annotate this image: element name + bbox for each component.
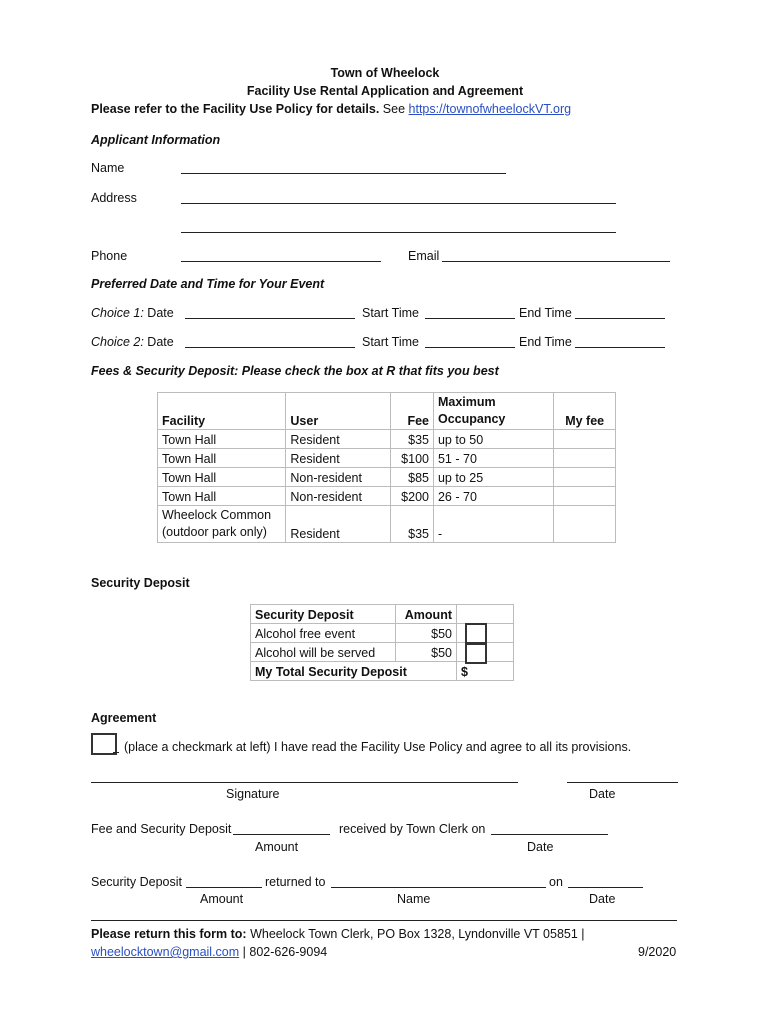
returned-date-field[interactable] [568, 887, 643, 888]
returned-date-label: Date [589, 892, 616, 906]
table-row [158, 430, 616, 449]
row-my-fee-cell[interactable] [554, 487, 616, 506]
table-row [158, 449, 616, 468]
row-occupancy: - [433, 506, 553, 543]
row-facility: Town Hall [158, 468, 286, 487]
fee-amount-field[interactable] [233, 834, 330, 835]
agreement-text: (place a checkmark at left) I have read the Facility Use Policy and agree to all its provisions. [124, 740, 632, 754]
fee-amount-label: Amount [255, 840, 299, 854]
choice1-label [91, 306, 174, 320]
name-label: Name [91, 161, 125, 175]
row-occupancy: up to 25 [433, 468, 553, 487]
row-my-fee-cell[interactable] [554, 430, 616, 449]
row-occupancy: 51 - 70 [433, 449, 553, 468]
fees-header-row [158, 393, 616, 430]
footer-divider [91, 920, 677, 921]
choice2-label [91, 335, 174, 349]
phone-field[interactable] [181, 261, 381, 262]
returned-to-name-field[interactable] [331, 887, 546, 888]
deposit-return-amount-field[interactable] [186, 887, 262, 888]
phone-label: Phone [91, 249, 128, 263]
row-my-fee-cell[interactable] [554, 449, 616, 468]
returned-to-label: returned to [265, 875, 326, 889]
signature-label: Signature [226, 787, 280, 801]
form-title: Facility Use Rental Application and Agreement [246, 84, 524, 98]
header-max-occupancy [433, 393, 553, 430]
return-address: Wheelock Town Clerk, PO Box 1328, Lyndonville VT 05851 | [250, 927, 585, 941]
event-section-title: Preferred Date and Time for Your Event [91, 277, 325, 291]
email-label: Email [408, 249, 440, 263]
deposit-total-row [251, 662, 514, 681]
choice1-date-field[interactable] [185, 318, 355, 319]
fees-section-title: Fees & Security Deposit: Please check the box at R that fits you best [91, 364, 499, 378]
table-row [158, 487, 616, 506]
returned-name-label: Name [397, 892, 431, 906]
row-fee: $200 [390, 487, 433, 506]
header-my-fee: My fee [554, 393, 616, 430]
town-heading: Town of Wheelock [330, 66, 440, 80]
row-facility-line2: (outdoor park only) [162, 525, 267, 539]
choice2-start-label: Start Time [362, 335, 419, 349]
header-max-2: Occupancy [437, 412, 506, 426]
deposit-section-title: Security Deposit [91, 576, 190, 590]
row-fee: $35 [390, 506, 433, 543]
alcohol-free-checkbox[interactable] [465, 623, 487, 644]
return-instructions [91, 927, 585, 941]
choice2-date-field[interactable] [185, 347, 355, 348]
alcohol-served-checkbox[interactable] [465, 643, 487, 664]
name-field[interactable] [181, 173, 506, 174]
row-my-fee-cell[interactable] [554, 506, 616, 543]
row-user: Non-resident [286, 468, 390, 487]
address-field-2[interactable] [181, 232, 616, 233]
deposit-row-label: Alcohol will be served [251, 643, 396, 662]
agreement-checkbox-underline [113, 752, 119, 753]
row-facility: Town Hall [158, 487, 286, 506]
signature-date-field[interactable] [567, 782, 678, 783]
choice2-start-field[interactable] [425, 347, 515, 348]
choice2-end-label: End Time [519, 335, 572, 349]
on-label: on [549, 875, 563, 889]
deposit-header-label: Security Deposit [251, 605, 396, 624]
row-user: Resident [286, 449, 390, 468]
phone-number: | 802-626-9094 [242, 945, 328, 959]
website-link[interactable]: https://townofwheelockVT.org [408, 102, 572, 116]
form-version: 9/2020 [638, 945, 677, 959]
received-date-label: Date [527, 840, 554, 854]
row-facility: Town Hall [158, 430, 286, 449]
email-link[interactable]: wheelocktown@gmail.com [91, 945, 240, 959]
row-fee: $85 [390, 468, 433, 487]
address-field-1[interactable] [181, 203, 616, 204]
received-label: received by Town Clerk on [339, 822, 486, 836]
see-text: See [382, 102, 406, 116]
policy-note-text: Please refer to the Facility Use Policy for details. [91, 102, 380, 116]
deposit-header-amount: Amount [396, 605, 457, 624]
choice1-end-label: End Time [519, 306, 572, 320]
row-facility-line1: Wheelock Common [162, 508, 272, 522]
header-fee: Fee [390, 393, 433, 430]
email-field[interactable] [442, 261, 670, 262]
fees-table [157, 392, 616, 543]
choice1-end-field[interactable] [575, 318, 665, 319]
row-fee: $35 [390, 430, 433, 449]
choice1-date-label: Date [147, 306, 174, 320]
deposit-amount-label: Amount [200, 892, 244, 906]
choice2-date-label: Date [147, 335, 174, 349]
applicant-section-title: Applicant Information [91, 133, 221, 147]
table-row [158, 468, 616, 487]
deposit-row-label: Alcohol free event [251, 624, 396, 643]
row-user: Resident [286, 430, 390, 449]
header-facility: Facility [158, 393, 286, 430]
row-occupancy: up to 50 [433, 430, 553, 449]
choice1-start-label: Start Time [362, 306, 419, 320]
deposit-row-amount: $50 [396, 643, 457, 662]
return-label: Please return this form to: [91, 927, 247, 941]
deposit-header-check [457, 605, 514, 624]
deposit-return-label: Security Deposit [91, 875, 183, 889]
deposit-total-label: My Total Security Deposit [251, 662, 457, 681]
received-date-field[interactable] [491, 834, 608, 835]
choice1-text: Choice 1: [91, 306, 144, 320]
address-label: Address [91, 191, 137, 205]
signature-field[interactable] [91, 782, 518, 783]
row-facility: Town Hall [158, 449, 286, 468]
row-my-fee-cell[interactable] [554, 468, 616, 487]
deposit-header-row [251, 605, 514, 624]
agreement-section-title: Agreement [91, 711, 157, 725]
row-user: Resident [286, 506, 390, 543]
contact-line [91, 945, 327, 959]
policy-note [91, 102, 571, 116]
header-user: User [286, 393, 390, 430]
row-fee: $100 [390, 449, 433, 468]
deposit-row-amount: $50 [396, 624, 457, 643]
row-occupancy: 26 - 70 [433, 487, 553, 506]
row-facility [158, 506, 286, 543]
fee-deposit-label: Fee and Security Deposit [91, 822, 232, 836]
choice1-start-field[interactable] [425, 318, 515, 319]
header-max-1: Maximum [437, 395, 496, 409]
choice2-text: Choice 2: [91, 335, 144, 349]
signature-date-label: Date [589, 787, 616, 801]
deposit-total-amount[interactable]: $ [457, 662, 514, 681]
table-row [158, 506, 616, 543]
choice2-end-field[interactable] [575, 347, 665, 348]
row-user: Non-resident [286, 487, 390, 506]
